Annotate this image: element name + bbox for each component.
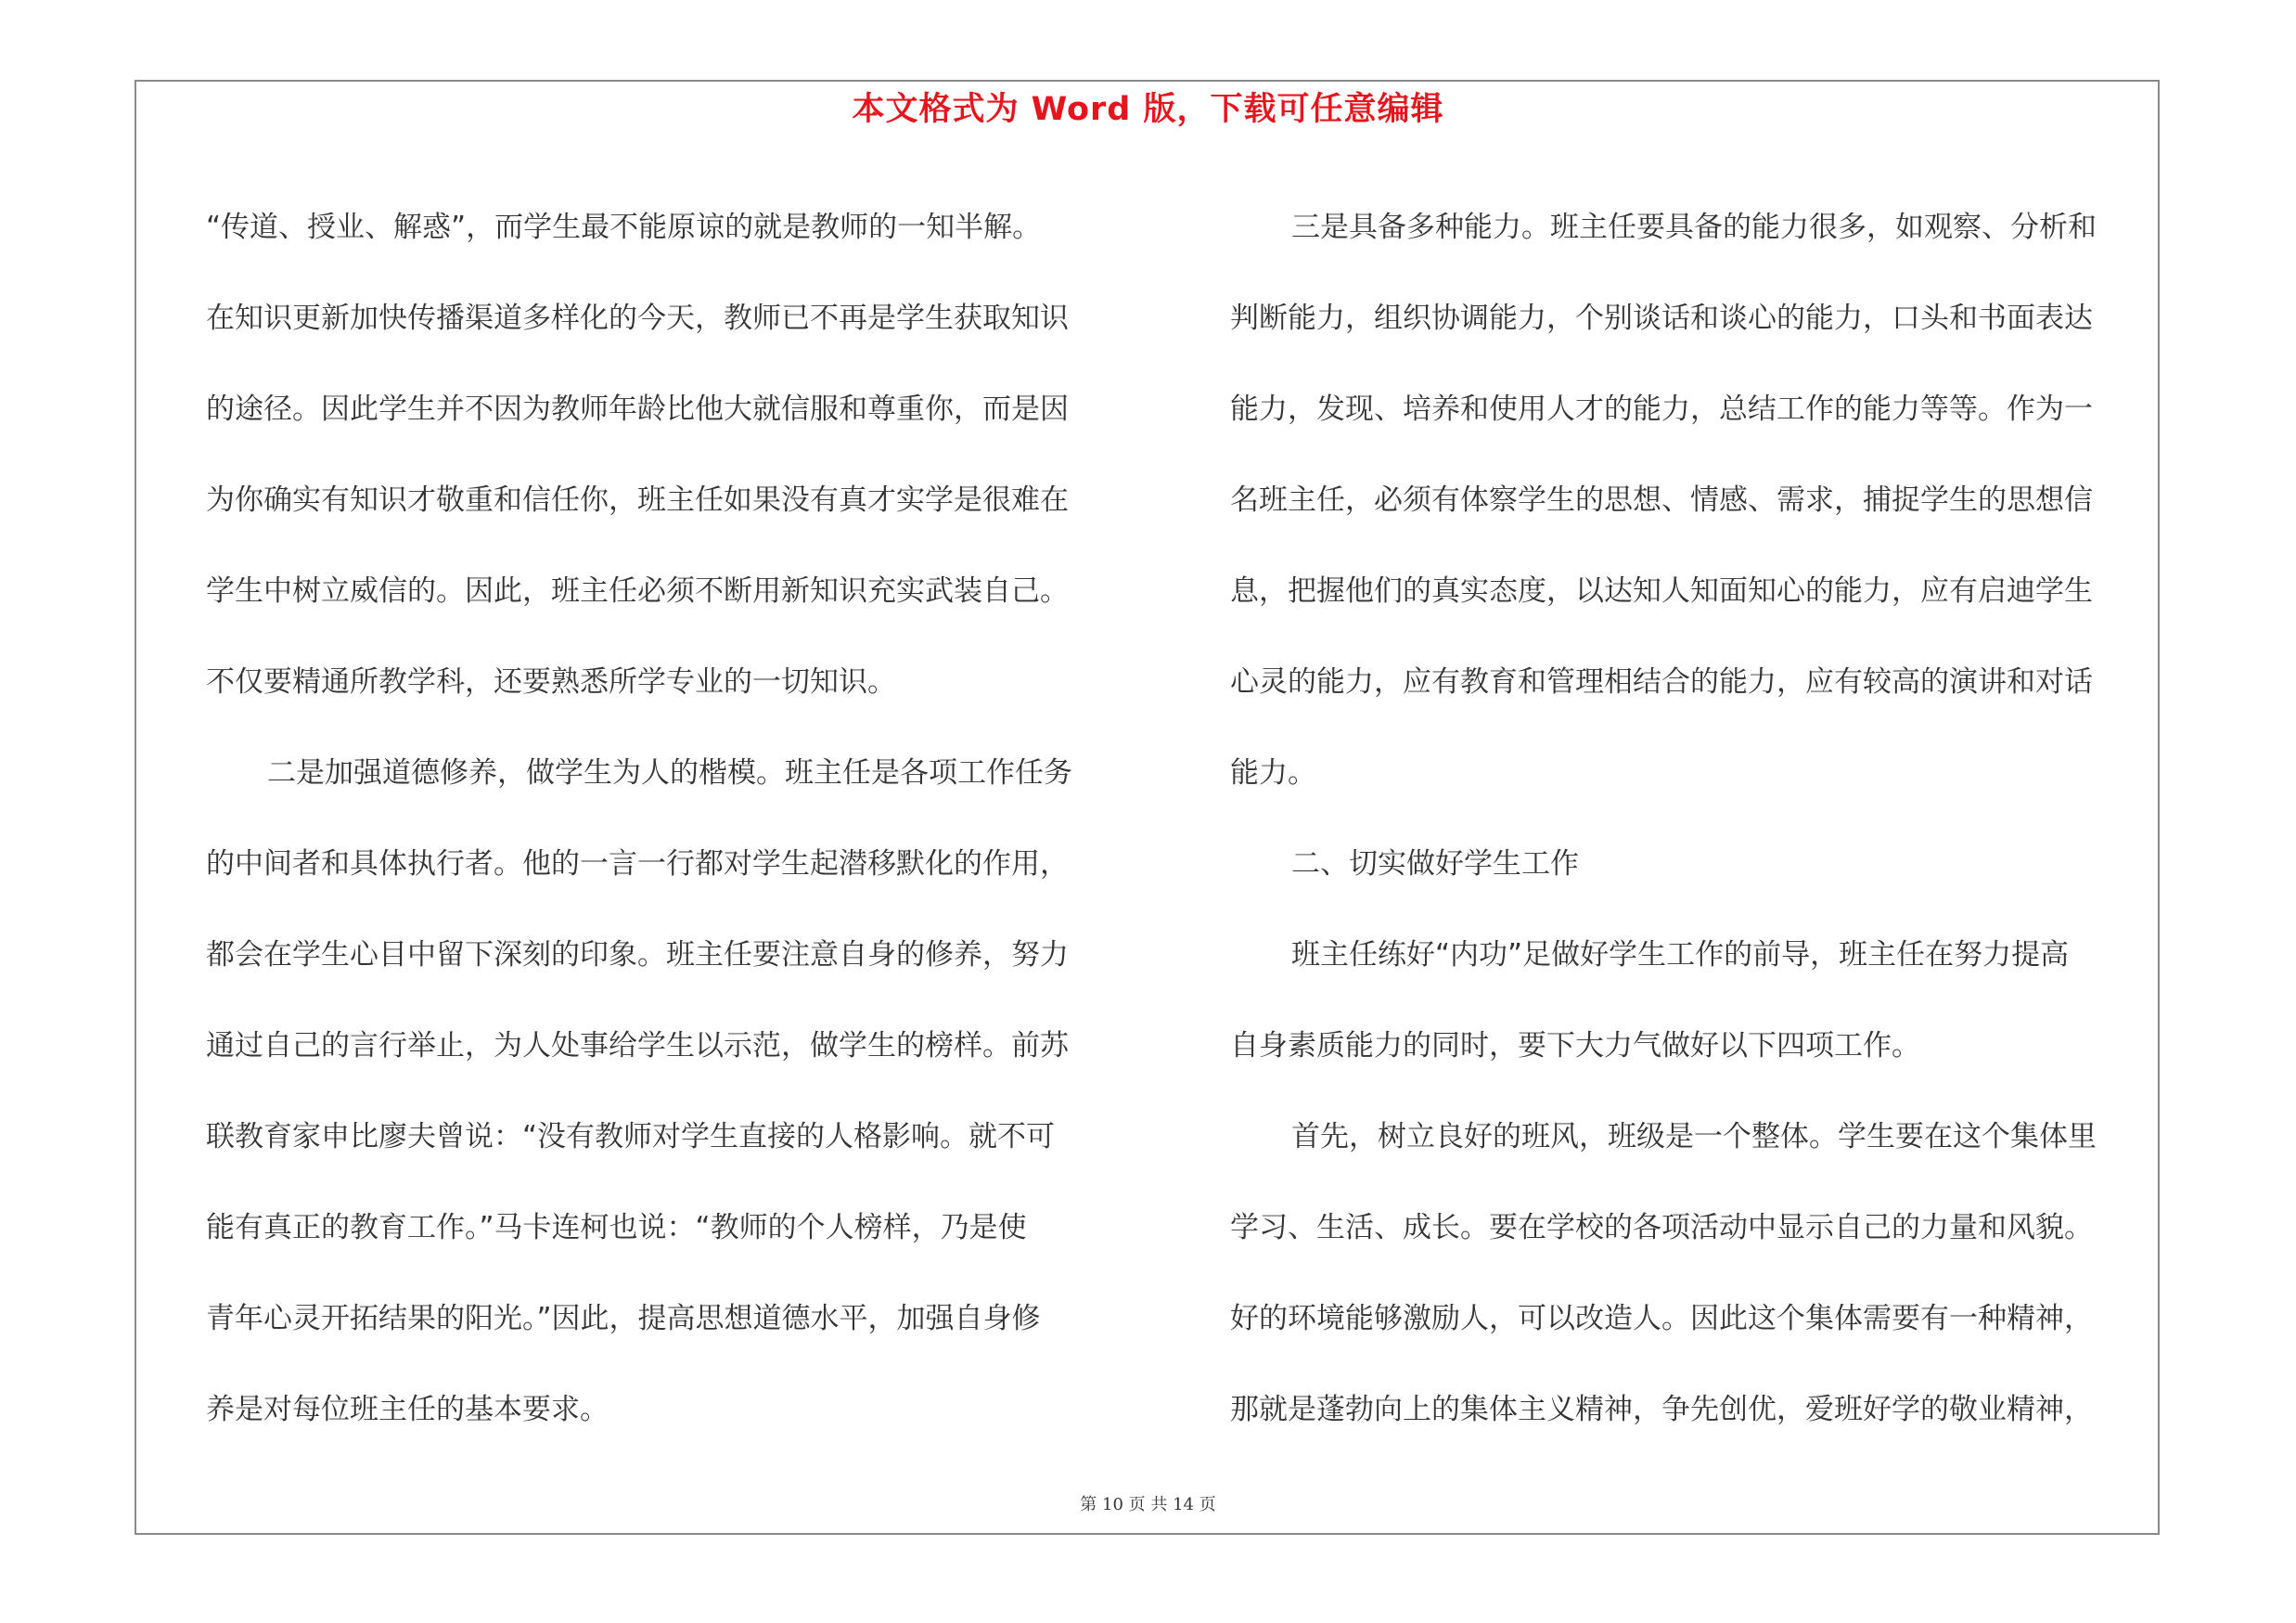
text-line: 养是对每位班主任的基本要求。 [206, 1393, 609, 1426]
text-line: 心灵的能力，应有教育和管理相结合的能力，应有较高的演讲和对话 [1230, 665, 2093, 699]
text-line: 的途径。因此学生并不因为教师年龄比他大就信服和尊重你，而是因 [206, 393, 1069, 426]
word-format-banner: 本文格式为 Word 版，下载可任意编辑 [852, 91, 1444, 128]
paragraph-start-line: 二是加强道德修养，做学生为人的楷模。班主任是各项工作任务 [267, 756, 1072, 790]
text-line: 判断能力，组织协调能力，个别谈话和谈心的能力，口头和书面表达 [1230, 302, 2093, 335]
text-line: 名班主任，必须有体察学生的思想、情感、需求，捕捉学生的思想信 [1230, 483, 2093, 517]
text-line: 都会在学生心目中留下深刻的印象。班主任要注意自身的修养，努力 [206, 938, 1069, 972]
text-line: 不仅要精通所教学科，还要熟悉所学专业的一切知识。 [206, 665, 896, 699]
text-line: 联教育家申比廖夫曾说：“没有教师对学生直接的人格影响。就不可 [206, 1120, 1056, 1153]
paragraph-start-line: 班主任练好“内功”足做好学生工作的前导，班主任在努力提高 [1291, 938, 2070, 972]
right-text-column [1230, 182, 2165, 1455]
page-number-footer: 第 10 页 共 14 页 [1080, 1495, 1216, 1514]
text-line: 好的环境能够激励人，可以改造人。因此这个集体需要有一种精神， [1230, 1302, 2093, 1335]
text-line: 息，把握他们的真实态度，以达知人知面知心的能力，应有启迪学生 [1230, 574, 2093, 608]
text-line: 青年心灵开拓结果的阳光。”因此，提高思想道德水平，加强自身修 [206, 1302, 1041, 1335]
text-line: “传道、授业、解惑”，而学生最不能原谅的就是教师的一知半解。 [206, 211, 1042, 244]
left-text-column [206, 182, 1152, 1455]
text-line: 的中间者和具体执行者。他的一言一行都对学生起潜移默化的作用， [206, 847, 1069, 881]
text-line: 学生中树立威信的。因此，班主任必须不断用新知识充实武装自己。 [206, 574, 1069, 608]
paragraph-start-line: 三是具备多种能力。班主任要具备的能力很多，如观察、分析和 [1291, 211, 2097, 244]
text-line: 在知识更新加快传播渠道多样化的今天，教师已不再是学生获取知识 [206, 302, 1069, 335]
text-line: 学习、生活、成长。要在学校的各项活动中显示自己的力量和风貌。 [1230, 1211, 2093, 1244]
text-line: 那就是蓬勃向上的集体主义精神，争先创优，爱班好学的敬业精神， [1230, 1393, 2093, 1426]
text-line: 能力，发现、培养和使用人才的能力，总结工作的能力等等。作为一 [1230, 393, 2093, 426]
paragraph-start-line: 首先，树立良好的班风，班级是一个整体。学生要在这个集体里 [1291, 1120, 2097, 1153]
section-heading: 二、切实做好学生工作 [1291, 847, 1579, 881]
text-line: 能有真正的教育工作。”马卡连柯也说：“教师的个人榜样，乃是使 [206, 1211, 1027, 1244]
text-line: 通过自己的言行举止，为人处事给学生以示范，做学生的榜样。前苏 [206, 1029, 1069, 1063]
text-line: 自身素质能力的同时，要下大力气做好以下四项工作。 [1230, 1029, 1920, 1063]
text-line: 能力。 [1230, 756, 1316, 790]
text-line: 为你确实有知识才敬重和信任你，班主任如果没有真才实学是很难在 [206, 483, 1069, 517]
